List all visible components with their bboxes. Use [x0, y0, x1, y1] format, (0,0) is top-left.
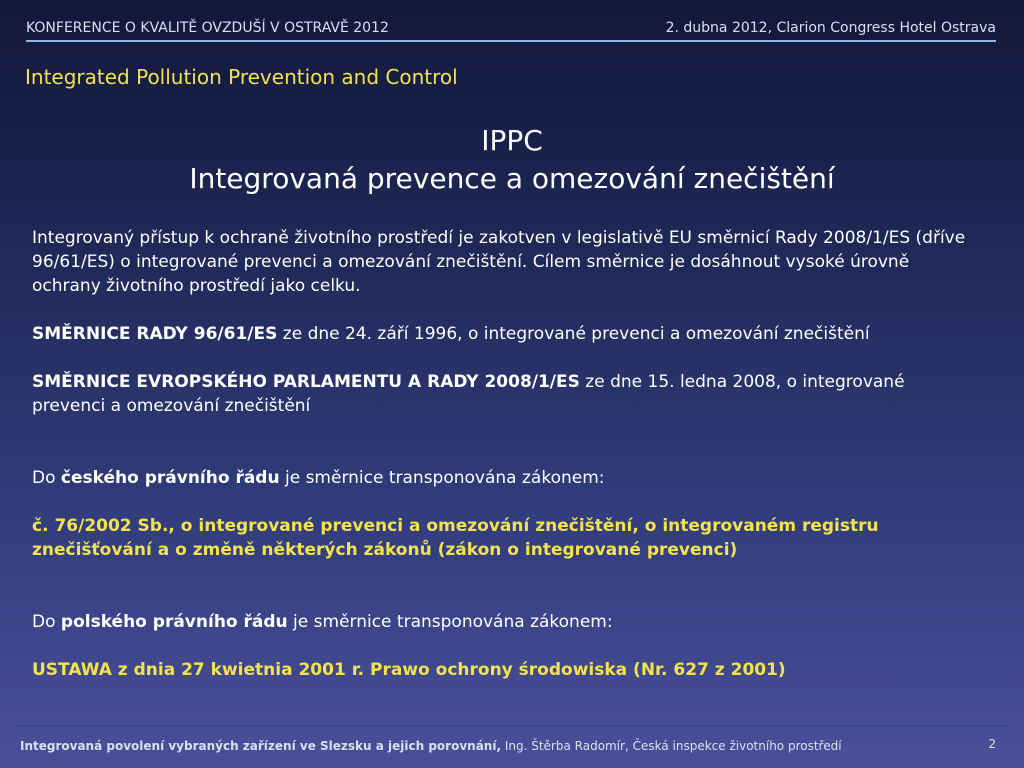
page-number: 2: [988, 737, 996, 751]
header-divider: [26, 40, 996, 42]
czech-law: č. 76/2002 Sb., o integrované prevenci a omezování znečištění, o integrovaném registru znečišťování a o změně některých zákonů (zákon o integrované prevenci): [32, 516, 879, 560]
polish-transposition: [32, 610, 982, 634]
directive-1-name: SMĚRNICE RADY 96/61/ES: [32, 324, 278, 344]
directive-2-name: SMĚRNICE EVROPSKÉHO PARLAMENTU A RADY 2008/1/ES: [32, 372, 580, 392]
footer-author: Ing. Štěrba Radomír, Česká inspekce životního prostředí: [501, 739, 842, 753]
conference-header: [26, 20, 996, 36]
directive-1-text: ze dne 24. září 1996, o integrované prevenci a omezování znečištění: [277, 324, 870, 344]
directive-1-paragraph: [32, 322, 982, 346]
footer-presentation-title: Integrovaná povolení vybraných zařízení ve Slezsku a jejich porovnání,: [20, 739, 502, 753]
section-title: Integrated Pollution Prevention and Control: [25, 65, 458, 89]
slide-title-line1: IPPC: [481, 124, 543, 157]
slide-title: [0, 122, 1024, 198]
czech-prefix: Do: [32, 468, 61, 488]
polish-law: USTAWA z dnia 27 kwietnia 2001 r. Prawo ochrony środowiska (Nr. 627 z 2001): [32, 660, 786, 680]
czech-legal-order: českého právního řádu: [60, 468, 280, 488]
czech-transposition: [32, 466, 982, 490]
conference-name: KONFERENCE O KVALITĚ OVZDUŠÍ V OSTRAVĚ 2012: [26, 20, 389, 36]
conference-date-venue: 2. dubna 2012, Clarion Congress Hotel Ostrava: [665, 20, 996, 36]
footer-divider: [18, 725, 1006, 727]
intro-paragraph: Integrovaný přístup k ochraně životního prostředí je zakotven v legislativě EU směrnicí Rady 2008/1/ES (dříve 96/61/ES) o integrované prevenci a omezování znečištění. Cílem směrnice je dosáhnout vysoké úrovně ochrany životního prostředí jako celku.: [32, 228, 966, 296]
footer: [20, 739, 842, 753]
polish-suffix: je směrnice transponována zákonem:: [287, 612, 613, 632]
polish-prefix: Do: [32, 612, 61, 632]
polish-legal-order: polského právního řádu: [60, 612, 288, 632]
directive-2-text: ze dne 15. ledna 2008, o integrované prevenci a omezování znečištění: [32, 372, 905, 416]
slide-title-line2: Integrovaná prevence a omezování znečištění: [189, 162, 835, 195]
directive-2-paragraph: [32, 370, 982, 418]
czech-suffix: je směrnice transponována zákonem:: [279, 468, 605, 488]
